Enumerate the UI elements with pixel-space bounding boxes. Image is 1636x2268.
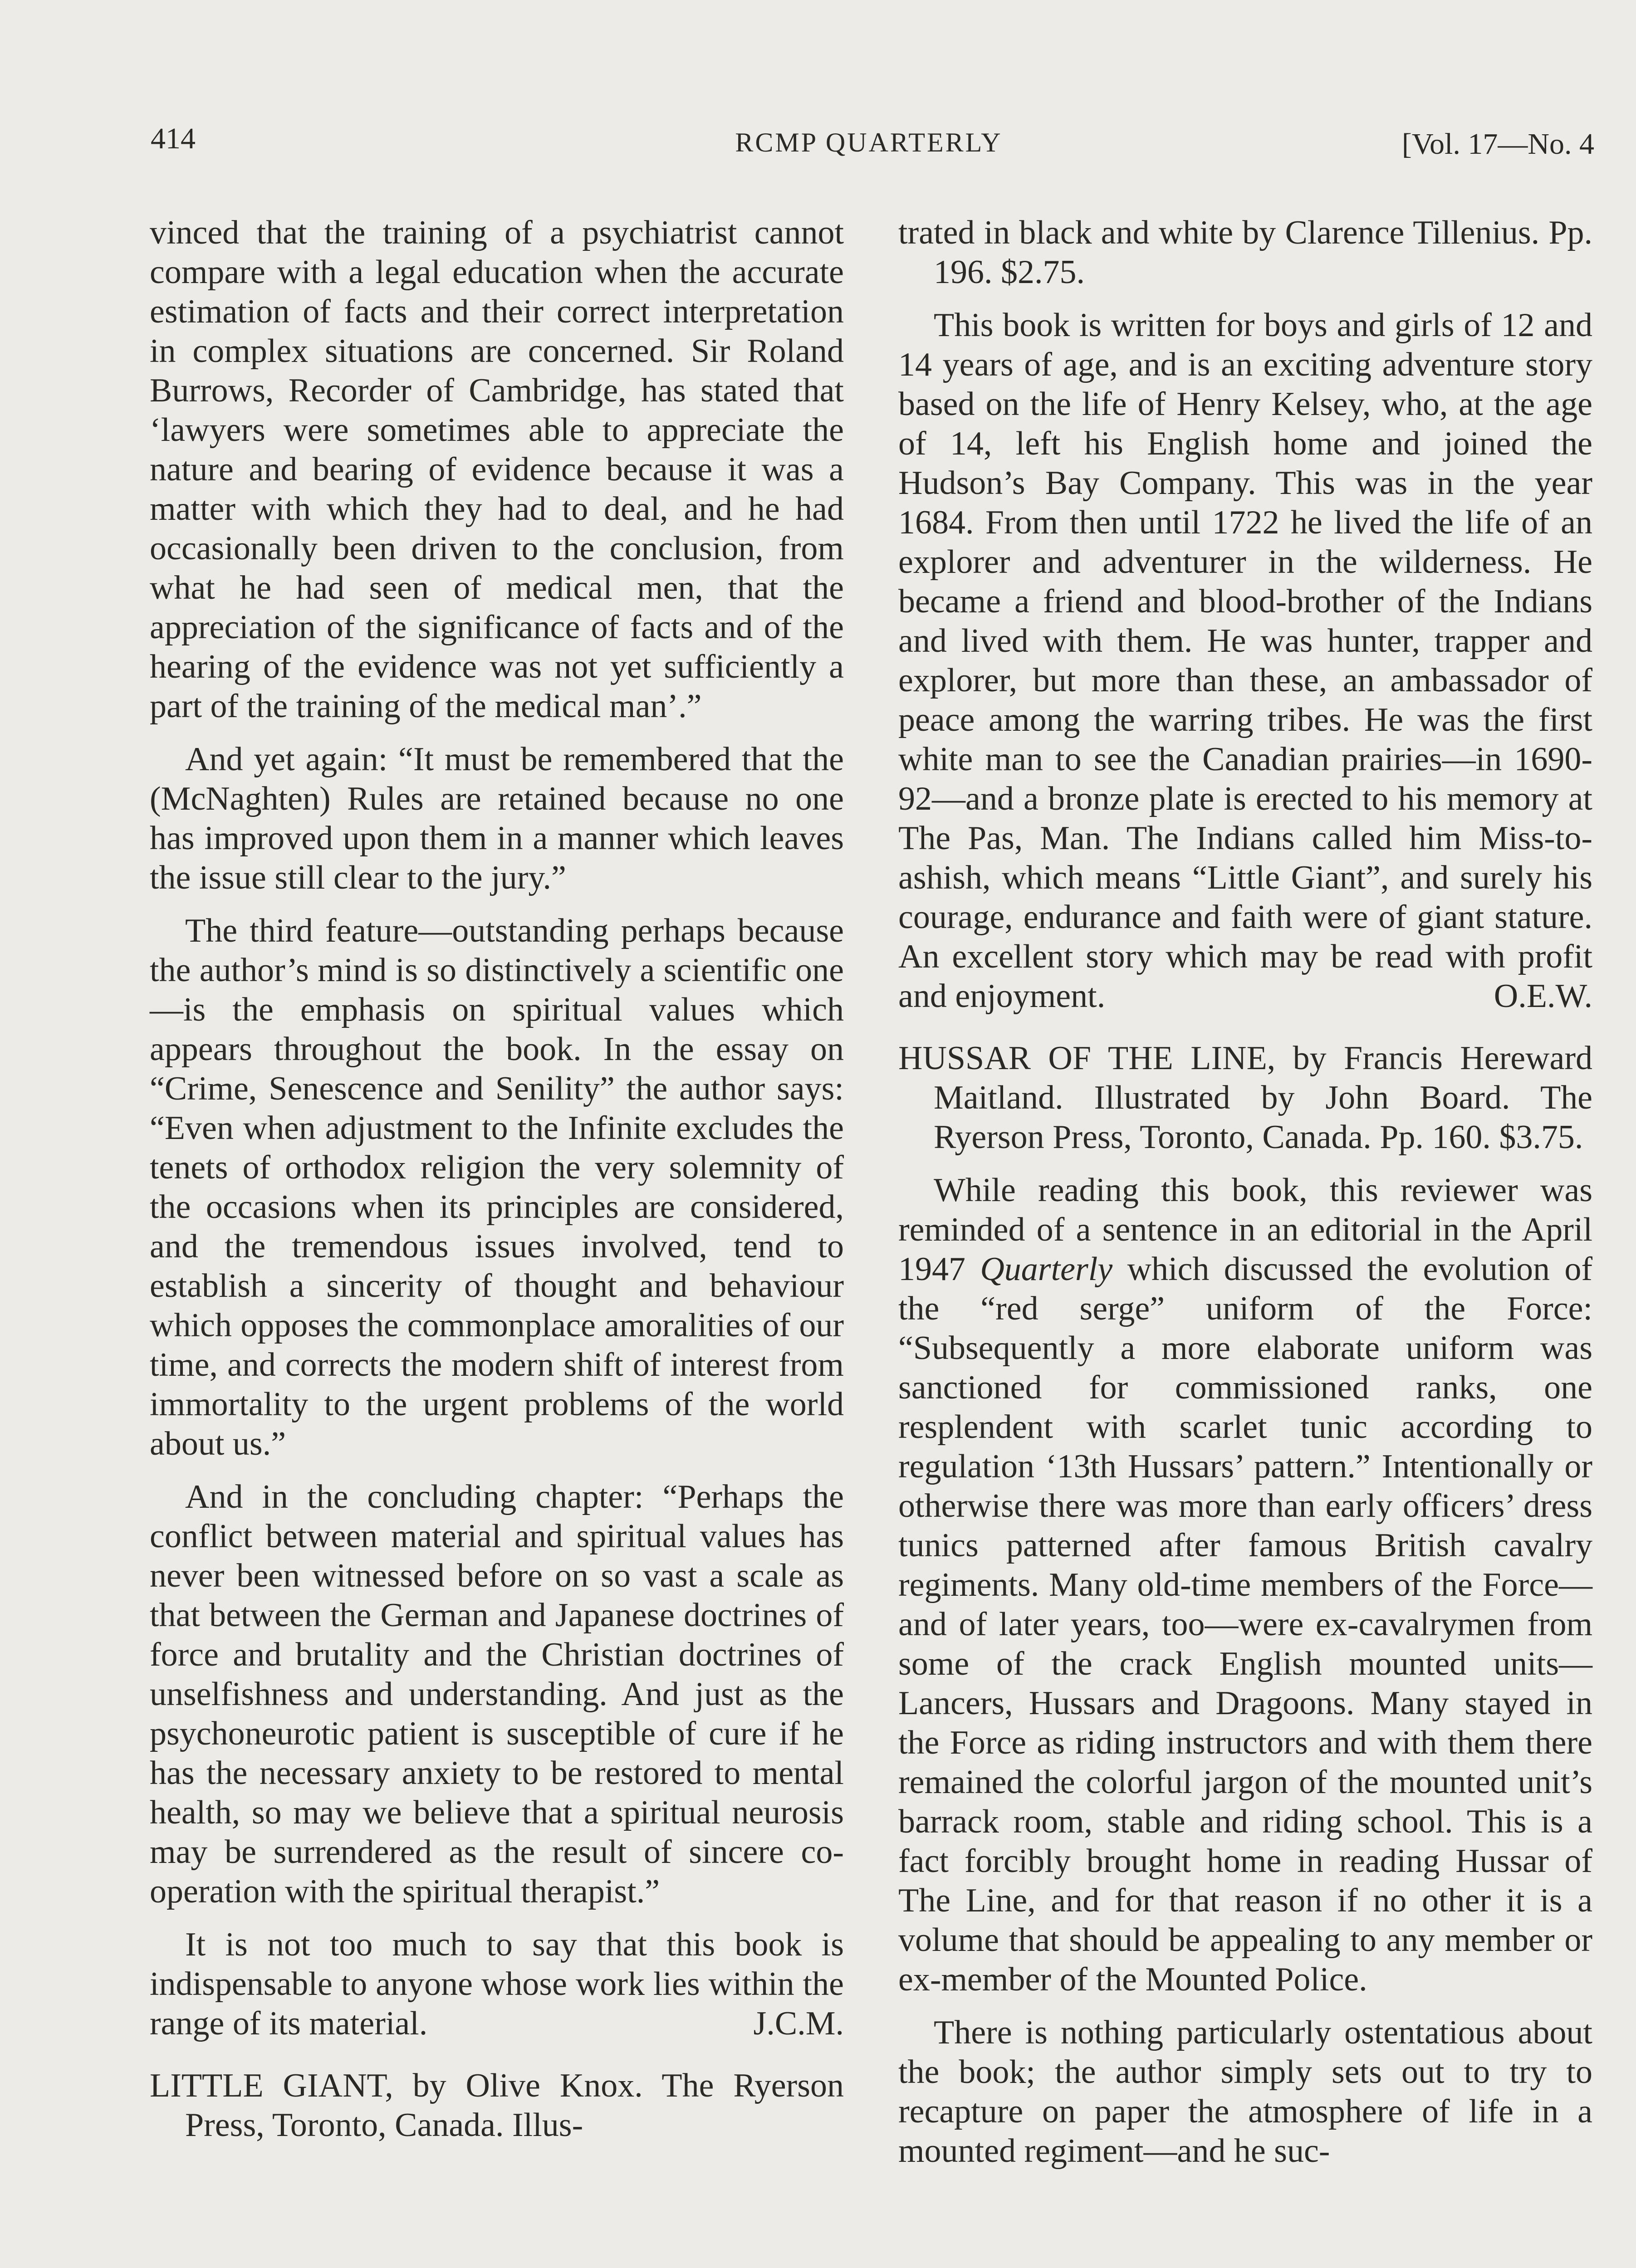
reviewer-signature: J.C.M. [753, 2005, 844, 2042]
right-column [898, 213, 1592, 2185]
left-column [150, 213, 844, 2159]
paragraph: And yet again: “It must be remembered that the (McNaghten) Rules are retained because no one has improved upon them in a manner which leaves the issue still clear to the jury.” [150, 741, 844, 896]
paragraph [898, 306, 1592, 1016]
issue-label: [Vol. 17—No. 4 [1401, 127, 1594, 161]
page-number: 414 [151, 122, 196, 155]
book-entry-continuation: trated in black and white by Clarence Tillenius. Pp. 196. $2.75. [898, 214, 1592, 291]
paragraph [898, 1171, 1592, 1999]
paragraph-text: It is not too much to say that this book is indispensable to anyone whose work lies within the range of its material. [150, 1926, 844, 2042]
journal-title: RCMP QUARTERLY [735, 127, 1003, 157]
italic-title: Quarterly [980, 1251, 1113, 1288]
reviewer-signature: O.E.W. [1494, 978, 1592, 1015]
paragraph: There is nothing particularly ostentatious about the book; the author simply sets out to try to recapture on paper the atmosphere of life in a mounted regiment—and he suc- [898, 2014, 1592, 2170]
running-header [151, 122, 1594, 176]
paragraph-text: This book is written for boys and girls of 12 and 14 years of age, and is an exciting adventure story based on the life of Henry Kelsey, who, at the age of 14, left his English home and joined the Hudson’s Bay Company. This was in the year 1684. From then until 1722 he lived the life of an explorer and adventurer in the wilderness. He became a friend and blood-brother of the Indians and lived with them. He was hunter, trapper and explorer, but more than these, an ambassador of peace among the warring tribes. He was the first white man to see the Canadian prairies—in 1690-92—and a bronze plate is erected to his memory at The Pas, Man. The Indians called him Miss-to-ashish, which means “Little Giant”, and surely his courage, endurance and faith were of giant stature. An excellent story which may be read with profit and enjoyment. [898, 307, 1592, 1015]
paragraph: And in the concluding chapter: “Perhaps the conflict between material and spiritual values has never been witnessed before on so vast a scale as that between the German and Japanese doctrines of force and brutality and the Christian doctrines of unselfishness and understanding. And just as the psychoneurotic patient is susceptible of cure if he has the necessary anxiety to be restored to mental health, so may we believe that a spiritual neurosis may be surrendered as the result of sincere co-operation with the spiritual therapist.” [150, 1478, 844, 1910]
paragraph [150, 1925, 844, 2043]
book-entry-heading: LITTLE GIANT, by Olive Knox. The Ryerson Press, Toronto, Canada. Illus- [150, 2067, 844, 2144]
book-entry-heading: HUSSAR OF THE LINE, by Francis Hereward Maitland. Illustrated by John Board. The Ryerson Press, Toronto, Canada. Pp. 160. $3.75. [898, 1040, 1592, 1156]
paragraph-text: which discussed the evolution of the “red serge” uniform of the Force: “Subsequently a more elaborate uniform was sanctioned for commissioned ranks, one resplendent with scarlet tunic according to regulation ‘13th Hussars’ pattern.” Intentionally or otherwise there was more than early officers’ dress tunics patterned after famous British cavalry regiments. Many old-time members of the Force—and of later years, too—were ex-cavalrymen from some of the crack English mounted units—Lancers, Hussars and Dragoons. Many stayed in the Force as riding instructors and with them there remained the colorful jargon of the mounted unit’s barrack room, stable and riding school. This is a fact forcibly brought home in reading Hussar of The Line, and for that reason if no other it is a volume that should be appealing to any member or ex-member of the Mounted Police. [898, 1251, 1593, 1998]
paragraph-text: While reading this book, this reviewer was reminded of a sentence in an editorial in the April 1947 [898, 1172, 1592, 1288]
paragraph: vinced that the training of a psychiatrist cannot compare with a legal education when the accurate estimation of facts and their correct interpretation in complex situations are concerned. Sir Roland Burrows, Recorder of Cambridge, has stated that ‘lawyers were sometimes able to appreciate the nature and bearing of evidence because it was a matter with which they had to deal, and he had occasionally been driven to the conclusion, from what he had seen of medical men, that the appreciation of the significance of facts and of the hearing of the evidence was not yet sufficiently a part of the training of the medical man’.” [150, 214, 844, 725]
paragraph: The third feature—outstanding perhaps because the author’s mind is so distinctively a scientific one—is the emphasis on spiritual values which appears throughout the book. In the essay on “Crime, Senescence and Senility” the author says: “Even when adjustment to the Infinite excludes the tenets of orthodox religion the very solemnity of the occasions when its principles are considered, and the tremendous issues involved, tend to establish a sincerity of thought and behaviour which opposes the commonplace amoralities of our time, and corrects the modern shift of interest from immortality to the urgent problems of the world about us.” [150, 912, 844, 1462]
